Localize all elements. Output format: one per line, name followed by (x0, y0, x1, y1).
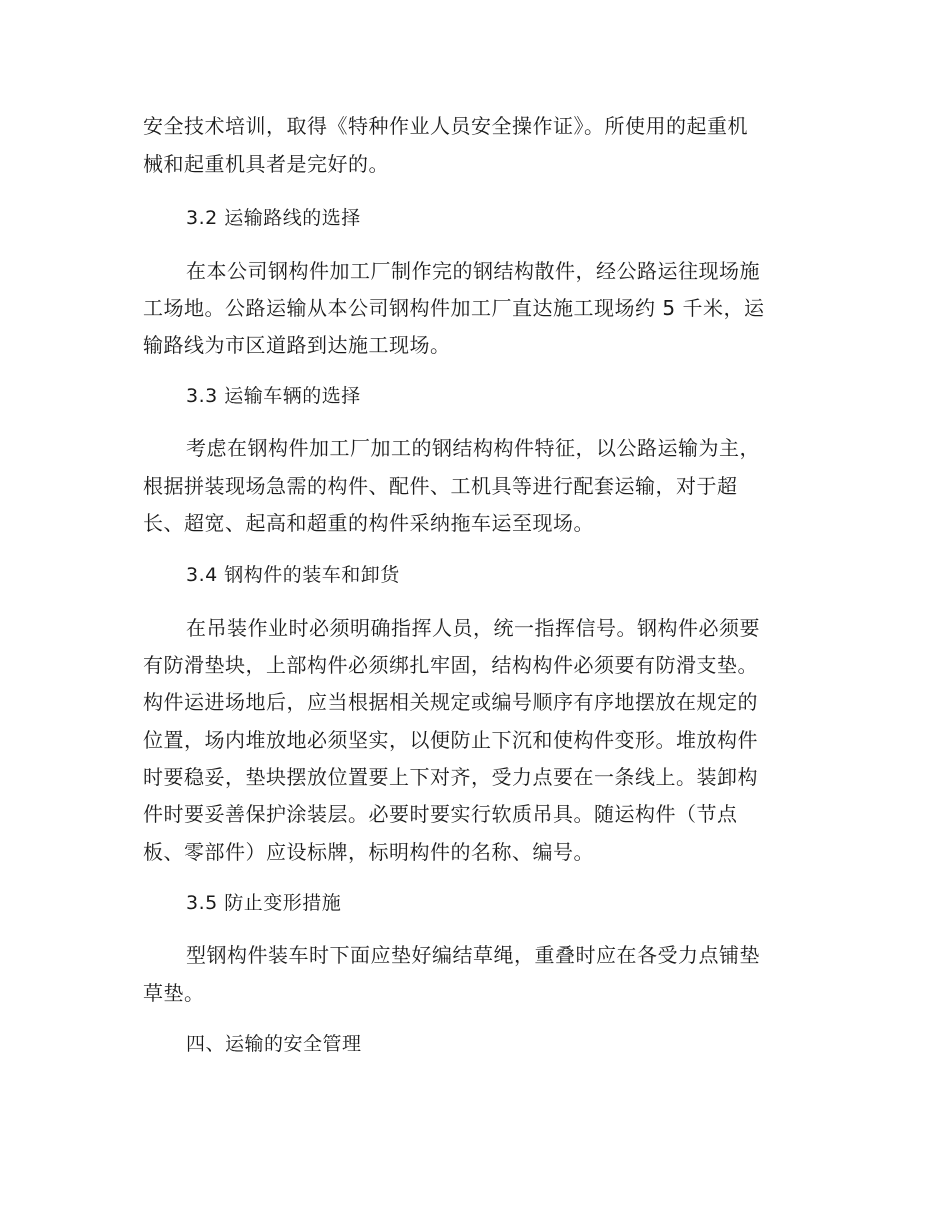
section-heading-3-5: 3.5 防止变形措施 (186, 892, 342, 914)
paragraph-line: 在吊装作业时必须明确指挥人员，统一指挥信号。钢构件必须要 (186, 616, 760, 640)
paragraph-line: 型钢构件装车时下面应垫好编结草绳，重叠时应在各受力点铺垫 (186, 943, 760, 967)
paragraph-line: 在本公司钢构件加工厂制作完的钢结构散件，经公路运往现场施 (186, 259, 760, 283)
section-heading-3-3: 3.3 运输车辆的选择 (186, 385, 361, 407)
paragraph-line: 工场地。公路运输从本公司钢构件加工厂直达施工现场约 5 千米，运 (143, 296, 765, 320)
paragraph-line: 时要稳妥，垫块摆放位置要上下对齐，受力点要在一条线上。装卸构 (143, 765, 758, 789)
paragraph-line: 考虑在钢构件加工厂加工的钢结构构件特征，以公路运输为主， (186, 436, 760, 460)
paragraph-line: 草垫。 (143, 981, 205, 1005)
paragraph-line: 根据拼装现场急需的构件、配件、工机具等进行配套运输，对于超 (143, 474, 738, 498)
paragraph-line: 板、零部件）应设标牌，标明构件的名称、编号。 (143, 840, 594, 864)
paragraph-line: 构件运进场地后，应当根据相关规定或编号顺序有序地摆放在规定的 (143, 690, 758, 714)
paragraph-line: 安全技术培训，取得《特种作业人员安全操作证》。所使用的起重机 (143, 114, 748, 138)
section-heading-4: 四、运输的安全管理 (186, 1033, 362, 1055)
paragraph-line: 件时要妥善保护涂装层。必要时要实行软质吊具。随运构件（节点 (143, 802, 738, 826)
paragraph-line: 械和起重机具者是完好的。 (143, 152, 389, 176)
paragraph-line: 长、超宽、起高和超重的构件采纳拖车运至现场。 (143, 511, 594, 535)
section-heading-3-2: 3.2 运输路线的选择 (186, 207, 361, 229)
paragraph-line: 有防滑垫块，上部构件必须绑扎牢固，结构构件必须要有防滑支垫。 (143, 653, 758, 677)
paragraph-line: 输路线为市区道路到达施工现场。 (143, 333, 451, 357)
section-heading-3-4: 3.4 钢构件的装车和卸货 (186, 564, 400, 586)
paragraph-line: 位置，场内堆放地必须坚实，以便防止下沉和使构件变形。堆放构件 (143, 728, 758, 752)
